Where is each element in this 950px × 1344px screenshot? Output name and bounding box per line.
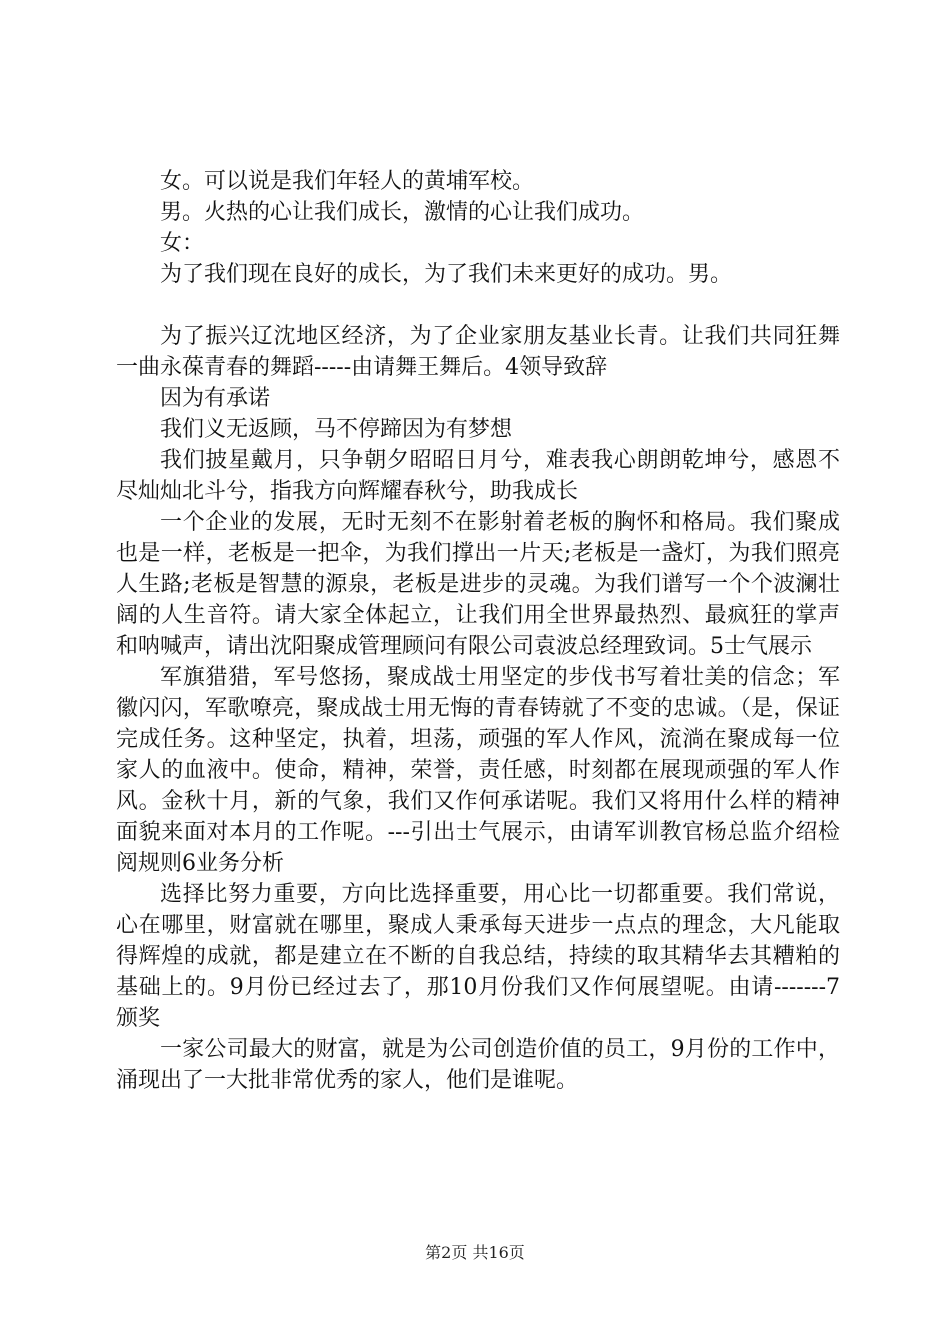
paragraph-9: 一个企业的发展，无时无刻不在影射着老板的胸怀和格局。我们聚成也是一样，老板是一把伞，为我们撑出一片天;老板是一盏灯，为我们照亮人生路;老板是智慧的源泉，老板是进步的灵魂。为我们谱写一个个波澜壮阔的人生音符。请大家全体起立，让我们用全世界最热烈、最疯狂的掌声和呐喊声，请出沈阳聚成管理顾问有限公司袁波总经理致词。5士气展示 — [116, 510, 840, 659]
page-footer: 第2页 共16页 — [425, 1243, 525, 1262]
paragraph-2: 男。火热的心让我们成长，激情的心让我们成功。 — [160, 200, 645, 225]
paragraph-8: 我们披星戴月，只争朝夕昭昭日月兮，难表我心朗朗乾坤兮，感恩不尽灿灿北斗兮，指我方向辉耀春秋兮，助我成长 — [116, 448, 840, 504]
paragraph-3: 女： — [160, 231, 205, 256]
paragraph-6: 因为有承诺 — [160, 386, 271, 411]
paragraph-5: 为了振兴辽沈地区经济，为了企业家朋友基业长青。让我们共同狂舞一曲永葆青春的舞蹈-----由请舞王舞后。4领导致辞 — [116, 324, 840, 380]
paragraph-gap — [116, 290, 840, 321]
paragraph-12: 一家公司最大的财富，就是为公司创造价值的员工，9月份的工作中，涌现出了一大批非常优秀的家人，他们是谁呢。 — [116, 1037, 840, 1093]
paragraph-1: 女。可以说是我们年轻人的黄埔军校。 — [160, 169, 535, 194]
paragraph-4: 为了我们现在良好的成长，为了我们未来更好的成功。男。 — [160, 262, 733, 287]
document-body — [116, 166, 840, 1096]
paragraph-10: 军旗猎猎，军号悠扬，聚成战士用坚定的步伐书写着壮美的信念；军徽闪闪，军歌嘹亮，聚成战士用无悔的青春铸就了不变的忠诚。（是，保证完成任务。这种坚定，执着，坦荡，顽强的军人作风，流淌在聚成每一位家人的血液中。使命，精神，荣誉，责任感，时刻都在展现顽强的军人作风。金秋十月，新的气象，我们又作何承诺呢。我们又将用什么样的精神面貌来面对本月的工作呢。---引出士气展示，由请军训教官杨总监介绍检阅规则6业务分析 — [116, 665, 840, 876]
paragraph-11: 选择比努力重要，方向比选择重要，用心比一切都重要。我们常说，心在哪里，财富就在哪里，聚成人秉承每天进步一点点的理念，大凡能取得辉煌的成就，都是建立在不断的自我总结，持续的取其精华去其糟粕的基础上的。9月份已经过去了，那10月份我们又作何展望呢。由请-------7颁奖 — [116, 882, 840, 1031]
paragraph-7: 我们义无返顾，马不停蹄因为有梦想 — [160, 417, 513, 442]
